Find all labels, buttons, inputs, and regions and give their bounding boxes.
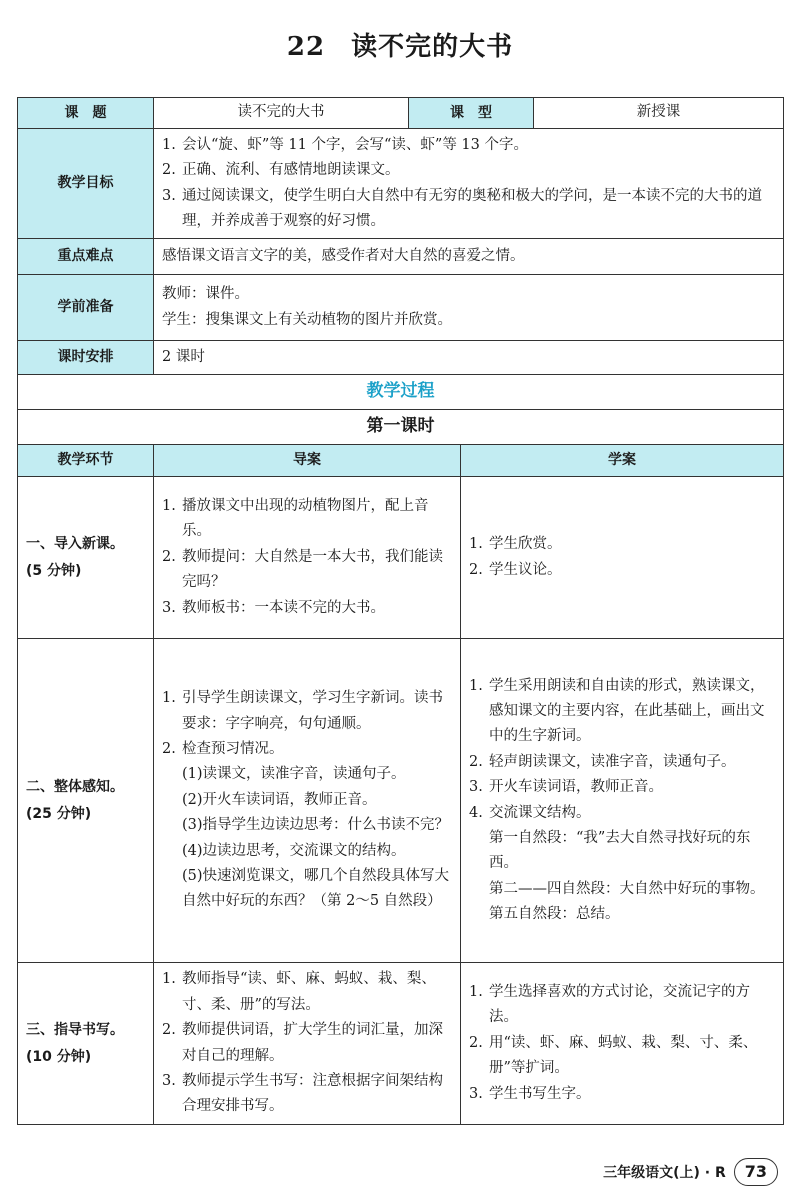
lesson-number: 22	[286, 32, 326, 62]
study-item: 4. 交流课文结构。	[469, 804, 591, 821]
goals-label: 教学目标	[18, 129, 154, 239]
study-item: 1. 学生欣赏。	[469, 536, 562, 553]
grade-label: 三年级语文(上) · R	[603, 1165, 726, 1181]
page-number: 73	[734, 1158, 778, 1186]
goals-list	[154, 129, 784, 239]
guide-item: 3. 教师板书：一本读不完的大书。	[162, 599, 385, 616]
goal-item: 3. 通过阅读课文，使学生明白大自然中有无穷的奥秘和极大的学问，是一本读不完的大书的道理，并养成善于观察的好习惯。	[162, 187, 762, 229]
hours-value: 2 课时	[154, 341, 784, 375]
lesson-plan-table	[17, 97, 784, 1125]
stage-cell	[18, 963, 154, 1125]
study-item: 2. 学生议论。	[469, 561, 562, 578]
study-subitem: 第二——四自然段：大自然中好玩的事物。	[489, 880, 765, 897]
key-label: 重点难点	[18, 239, 154, 275]
guide-subitem: (2)开火车读词语，教师正音。	[182, 791, 377, 808]
study-item: 2. 轻声朗读课文，读准字音，读通句子。	[469, 753, 736, 770]
guide-cell	[154, 963, 461, 1125]
study-cell	[461, 963, 784, 1125]
stage-name: 三、指导书写。	[26, 1021, 124, 1038]
col-stage-header: 教学环节	[18, 445, 154, 477]
topic-label: 课 题	[18, 98, 154, 129]
guide-subitem: (4)边读边思考，交流课文的结构。	[182, 842, 406, 859]
stage-cell	[18, 477, 154, 639]
study-cell	[461, 639, 784, 963]
section-title: 教学过程	[18, 375, 784, 410]
goal-item: 2. 正确、流利、有感情地朗读课文。	[162, 162, 400, 179]
topic-value: 读不完的大书	[154, 98, 409, 129]
guide-item: 3. 教师提示学生书写：注意根据字间架结构合理安排书写。	[162, 1072, 443, 1115]
type-label: 课 型	[409, 98, 534, 129]
guide-subitem: (3)指导学生边读边思考：什么书读不完？	[182, 817, 450, 834]
guide-subitem: (1)读课文，读准字音，读通句子。	[182, 766, 406, 783]
guide-subitem: (5)快速浏览课文，哪几个自然段具体写大自然中好玩的东西？（第 2～5 自然段）	[182, 867, 450, 910]
prep-student: 学生：搜集课文上有关动植物的图片并欣赏。	[162, 311, 452, 328]
col-study-header: 学案	[461, 445, 784, 477]
col-guide-header: 导案	[154, 445, 461, 477]
stage-name: 二、整体感知。	[26, 778, 124, 795]
guide-item: 2. 教师提供词语，扩大学生的词汇量，加深对自己的理解。	[162, 1022, 443, 1064]
page-title	[0, 26, 800, 63]
study-item: 1. 学生选择喜欢的方式讨论，交流记字的方法。	[469, 984, 750, 1026]
lesson-period-title: 第一课时	[18, 410, 784, 445]
prep-value	[154, 275, 784, 341]
stage-time: (5 分钟)	[26, 562, 82, 579]
study-cell	[461, 477, 784, 639]
goal-item: 1. 会认“旋、虾”等 11 个字，会写“读、虾”等 13 个字。	[162, 136, 528, 153]
stage-cell	[18, 639, 154, 963]
guide-cell	[154, 639, 461, 963]
stage-time: (10 分钟)	[26, 1048, 92, 1065]
study-item: 2. 用“读、虾、麻、蚂蚁、栽、梨、寸、柔、册”等扩词。	[469, 1034, 758, 1077]
prep-teacher: 教师：课件。	[162, 286, 249, 303]
stage-name: 一、导入新课。	[26, 535, 124, 552]
guide-item: 1. 教师指导“读、虾、麻、蚂蚁、栽、梨、寸、柔、册”的写法。	[162, 971, 436, 1013]
guide-item: 1. 引导学生朗读课文，学习生字新词。读书要求：字字响亮，句句通顺。	[162, 690, 443, 732]
prep-label: 学前准备	[18, 275, 154, 341]
guide-item: 1. 播放课文中出现的动植物图片，配上音乐。	[162, 498, 429, 540]
guide-item: 2. 检查预习情况。	[162, 741, 284, 758]
stage-time: (25 分钟)	[26, 805, 92, 822]
study-item: 3. 学生书写生字。	[469, 1085, 591, 1102]
guide-cell	[154, 477, 461, 639]
lesson-title: 读不完的大书	[351, 32, 514, 62]
page-footer	[603, 1158, 778, 1186]
key-value: 感悟课文语言文字的美，感受作者对大自然的喜爱之情。	[154, 239, 784, 275]
study-subitem: 第一自然段：“我”去大自然寻找好玩的东西。	[489, 829, 751, 872]
study-subitem: 第五自然段：总结。	[489, 906, 620, 922]
guide-item: 2. 教师提问：大自然是一本大书，我们能读完吗？	[162, 548, 443, 591]
study-item: 3. 开火车读词语，教师正音。	[469, 779, 663, 796]
study-item: 1. 学生采用朗读和自由读的形式，熟读课文，感知课文的主要内容，在此基础上，画出文中的生字新词。	[469, 677, 765, 745]
type-value: 新授课	[534, 98, 784, 129]
hours-label: 课时安排	[18, 341, 154, 375]
